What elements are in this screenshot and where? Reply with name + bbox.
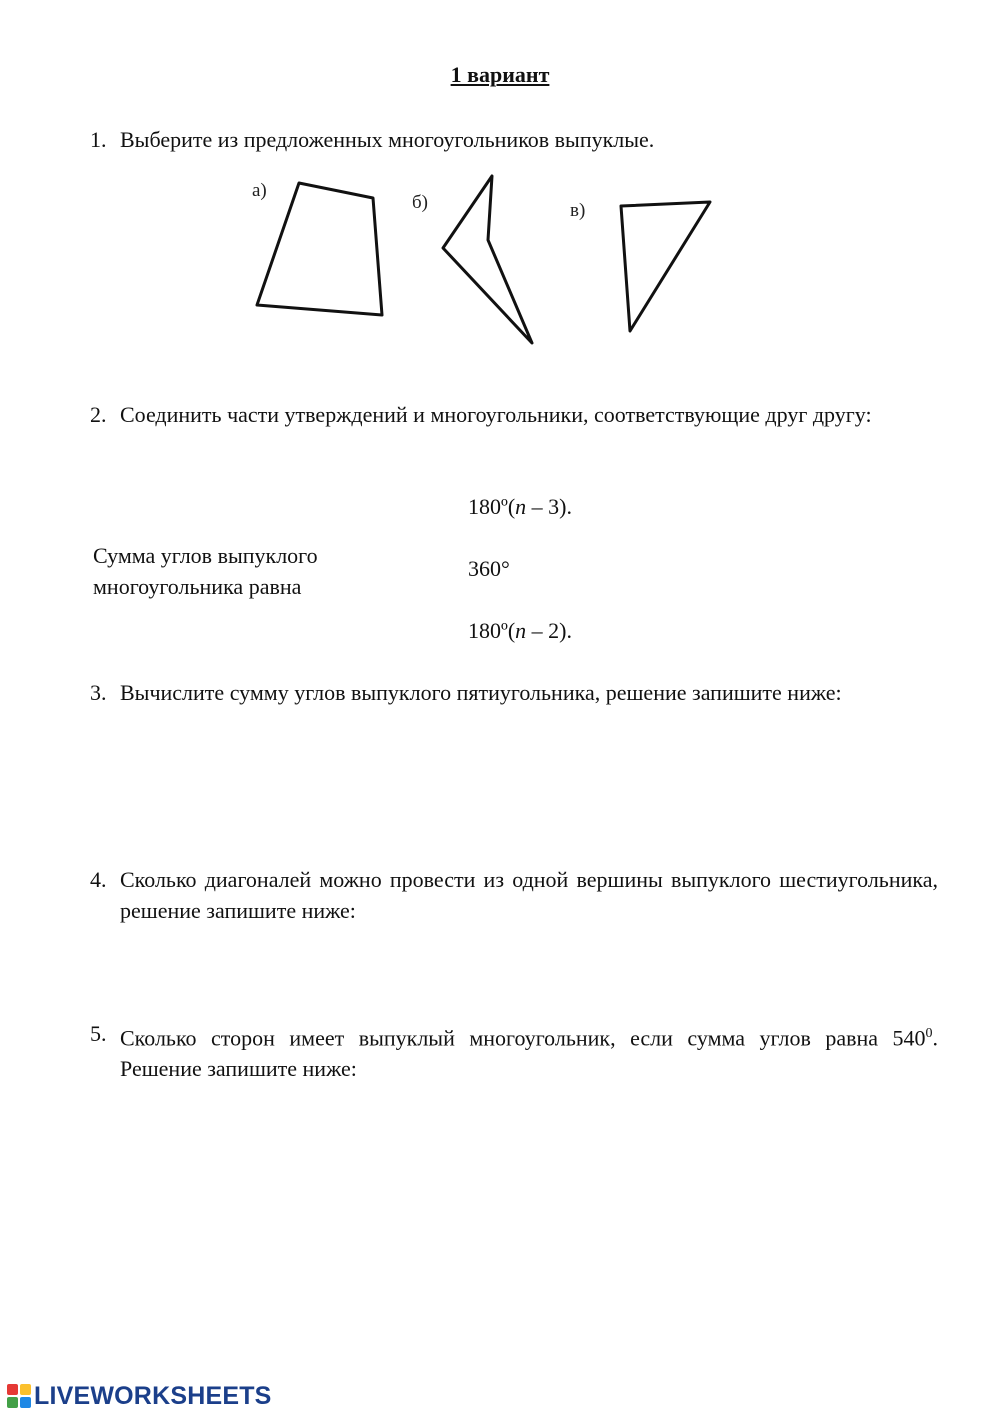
page-title: 1 вариант xyxy=(450,62,550,87)
question-5 xyxy=(90,1018,938,1084)
question-2 xyxy=(90,399,938,430)
question-3 xyxy=(90,677,938,708)
question-number: 5. xyxy=(90,1021,107,1046)
question-number: 1. xyxy=(90,127,107,152)
question-4 xyxy=(90,864,938,926)
match-option[interactable]: 360° xyxy=(468,556,510,581)
question-text: Сколько сторон имеет выпуклый многоугольник, если сумма углов равна $540^0$. Решение запишите ниже: xyxy=(120,1025,938,1082)
logo-block xyxy=(20,1384,31,1395)
question-1 xyxy=(90,124,938,155)
figure-label-b: б) xyxy=(412,192,428,213)
concave-quadrilateral-shape xyxy=(443,176,532,343)
question-text: Сколько диагоналей можно провести из одной вершины выпуклого шестиугольника, решение запишите ниже: xyxy=(120,867,938,923)
triangle-shape xyxy=(621,202,710,331)
logo-block xyxy=(20,1397,31,1408)
question-text: Выберите из предложенных многоугольников выпуклые. xyxy=(120,127,655,152)
match-statement: Сумма углов выпуклого многоугольника равна xyxy=(93,543,318,599)
match-option[interactable]: 180º(n – 2). xyxy=(468,618,572,643)
figure-label-c: в) xyxy=(570,200,586,221)
question-text: Вычислите сумму углов выпуклого пятиугольника, решение запишите ниже: xyxy=(120,680,842,705)
logo-blocks-icon xyxy=(6,1383,32,1409)
polygons-figure xyxy=(240,168,586,353)
logo-block xyxy=(7,1397,18,1408)
question-number: 2. xyxy=(90,402,107,427)
question-text: Соединить части утверждений и многоугольники, соответствующие друг другу: xyxy=(120,402,872,427)
logo-block xyxy=(7,1384,18,1395)
match-option[interactable]: 180º(n – 3). xyxy=(468,494,572,519)
quadrilateral-shape xyxy=(257,183,382,315)
liveworksheets-logo[interactable] xyxy=(6,1382,272,1410)
question-number: 4. xyxy=(90,867,107,892)
figure-label-a: а) xyxy=(252,180,267,201)
logo-text: LIVEWORKSHEETS xyxy=(34,1381,272,1410)
question-number: 3. xyxy=(90,680,107,705)
